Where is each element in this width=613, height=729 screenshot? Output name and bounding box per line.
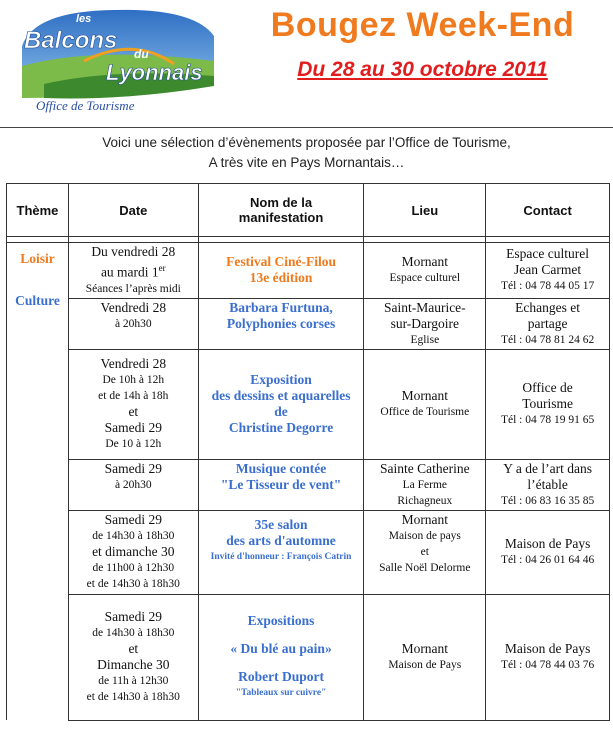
event-lieu xyxy=(364,459,486,510)
name-line: des dessins et aquarelles xyxy=(211,388,351,403)
lieu-line: et xyxy=(420,545,429,558)
event-date xyxy=(68,459,198,510)
header-name xyxy=(198,184,364,237)
name-line: "Le Tisseur de vent" xyxy=(220,476,342,492)
date-line: de 14h30 à 18h30 xyxy=(92,627,175,639)
name-line: Invité d'honneur : François Catrin xyxy=(210,551,352,562)
date-line: Séances l’après midi xyxy=(85,282,181,295)
event-lieu xyxy=(364,349,486,459)
event-lieu xyxy=(364,298,486,349)
date-line: de 14h30 à 18h30 xyxy=(92,530,175,542)
date-line: De 10h à 12h xyxy=(102,374,165,386)
event-name xyxy=(198,349,364,459)
event-contact xyxy=(486,459,610,510)
header-date: Date xyxy=(68,184,198,237)
date-line: et de 14h à 18h xyxy=(98,390,169,402)
event-lieu xyxy=(364,243,486,299)
date-line: Dimanche 30 xyxy=(97,657,170,672)
header-lieu: Lieu xyxy=(364,184,486,237)
table-row xyxy=(7,298,610,349)
intro-line-1: Voici une sélection d’évènements proposée par l’Office de Tourisme, xyxy=(102,135,511,150)
event-date xyxy=(68,594,198,720)
page-title: Bougez Week-End xyxy=(270,6,575,44)
date-line: et dimanche 30 xyxy=(92,544,175,559)
date-line: de 11h à 12h30 xyxy=(98,675,169,687)
name-line: Musique contée xyxy=(235,460,327,476)
date-line: Vendredi 28 xyxy=(100,356,167,371)
date-line: et de 14h30 à 18h30 xyxy=(86,578,180,590)
contact-line: partage xyxy=(527,315,568,331)
logo-tagline: Office de Tourisme xyxy=(36,98,135,113)
lieu-line: Sainte Catherine xyxy=(380,460,470,476)
contact-line: Tourisme xyxy=(522,396,573,411)
name-line: Polyphonies corses xyxy=(226,315,336,331)
event-name xyxy=(198,594,364,720)
event-contact xyxy=(486,349,610,459)
theme-column xyxy=(7,243,69,721)
date-line: au mardi 1er xyxy=(100,263,166,280)
header-theme: Thème xyxy=(7,184,69,237)
contact-line: Jean Carmet xyxy=(514,262,582,278)
lieu-line: sur-Dargoire xyxy=(390,315,460,331)
date-line: à 20h30 xyxy=(114,317,152,330)
intro-line-2: A très vite en Pays Mornantais… xyxy=(208,155,405,170)
lieu-line: Saint-Maurice- xyxy=(383,299,466,315)
table-row xyxy=(7,243,610,299)
header-contact: Contact xyxy=(486,184,610,237)
event-date xyxy=(68,510,198,594)
lieu-line: Office de Tourisme xyxy=(380,406,470,418)
event-date xyxy=(68,243,198,299)
contact-line: Office de xyxy=(522,380,573,395)
event-name xyxy=(198,298,364,349)
intro-text xyxy=(0,133,613,173)
header-divider xyxy=(0,127,613,128)
date-line: De 10 à 12h xyxy=(105,438,162,450)
contact-phone: Tél : 04 78 44 03 76 xyxy=(500,659,595,671)
lieu-line: Salle Noël Delorme xyxy=(379,561,471,574)
contact-line: Y a de l’art dans xyxy=(503,460,592,476)
name-line: Robert Duport xyxy=(238,669,324,684)
name-line: Festival Ciné-Filou xyxy=(226,254,336,270)
lieu-line: Eglise xyxy=(410,333,440,346)
lieu-line: Espace culturel xyxy=(389,272,461,285)
contact-line: Maison de Pays xyxy=(504,536,591,551)
events-table xyxy=(6,183,610,721)
event-date xyxy=(68,298,198,349)
date-line: à 20h30 xyxy=(114,478,152,491)
event-date xyxy=(68,349,198,459)
contact-phone: Tél : 04 26 01 64 46 xyxy=(500,554,595,566)
contact-phone: Tél : 06 83 16 35 85 xyxy=(500,494,595,507)
date-line: et de 14h30 à 18h30 xyxy=(86,691,180,703)
date-line: Samedi 29 xyxy=(104,512,162,527)
name-line: des arts d'automne xyxy=(226,532,336,548)
event-lieu xyxy=(364,510,486,594)
name-line: de xyxy=(274,404,288,419)
date-line: et xyxy=(128,641,139,656)
contact-phone: Tél : 04 78 19 91 65 xyxy=(500,414,595,426)
date-line: Samedi 29 xyxy=(104,420,162,435)
name-line: « Du blé au pain» xyxy=(230,641,332,656)
event-contact xyxy=(486,243,610,299)
lieu-line: Mornant xyxy=(401,254,449,270)
event-name xyxy=(198,243,364,299)
header-name-line-1: Nom de la xyxy=(249,195,313,210)
event-name xyxy=(198,510,364,594)
theme-loisir: Loisir xyxy=(20,251,55,266)
date-line: Du vendredi 28 xyxy=(91,244,176,259)
name-line: 13e édition xyxy=(249,270,313,286)
date-line: Samedi 29 xyxy=(104,460,162,476)
table-row xyxy=(7,349,610,459)
contact-line: l’étable xyxy=(527,476,568,492)
table-row xyxy=(7,510,610,594)
lieu-line: Maison de pays xyxy=(388,529,461,542)
lieu-line: Maison de Pays xyxy=(388,659,462,671)
table-header-row xyxy=(7,184,610,237)
date-line: Samedi 29 xyxy=(104,609,162,624)
event-contact xyxy=(486,594,610,720)
event-lieu xyxy=(364,594,486,720)
event-contact xyxy=(486,510,610,594)
lieu-line: Mornant xyxy=(401,641,449,656)
lieu-line: La Ferme xyxy=(402,478,447,491)
logo-text-lyonnais: Lyonnais xyxy=(106,60,203,85)
contact-line: Maison de Pays xyxy=(504,641,591,656)
contact-phone: Tél : 04 78 81 24 62 xyxy=(500,333,595,346)
date-line: Vendredi 28 xyxy=(100,299,167,315)
event-name xyxy=(198,459,364,510)
theme-culture: Culture xyxy=(15,293,60,308)
logo-text-du: du xyxy=(134,47,149,61)
lieu-line: Richagneux xyxy=(397,494,453,507)
table-row xyxy=(7,594,610,720)
header-name-line-2: manifestation xyxy=(238,210,324,225)
date-line: de 11h00 à 12h30 xyxy=(92,562,175,574)
name-line: Christine Degorre xyxy=(228,420,334,435)
balcons-du-lyonnais-logo xyxy=(14,6,229,118)
lieu-line: Mornant xyxy=(401,511,449,527)
event-contact xyxy=(486,298,610,349)
contact-line: Echanges et xyxy=(515,299,581,315)
logo-text-les: les xyxy=(76,13,92,25)
page-subtitle xyxy=(232,58,613,82)
date-range: Du 28 au 30 octobre 2011 xyxy=(297,58,548,81)
logo-text-balcons: Balcons xyxy=(24,27,118,54)
table-row xyxy=(7,459,610,510)
date-line: et xyxy=(128,404,139,419)
name-line: 35e salon xyxy=(254,516,308,532)
name-line: Expositions xyxy=(247,613,315,628)
name-line: "Tableaux sur cuivre" xyxy=(235,688,327,698)
contact-phone: Tél : 04 78 44 05 17 xyxy=(500,280,595,293)
name-line: Barbara Furtuna, xyxy=(229,299,333,315)
contact-line: Espace culturel xyxy=(506,246,590,262)
name-line: Exposition xyxy=(250,372,312,387)
lieu-line: Mornant xyxy=(401,388,449,403)
